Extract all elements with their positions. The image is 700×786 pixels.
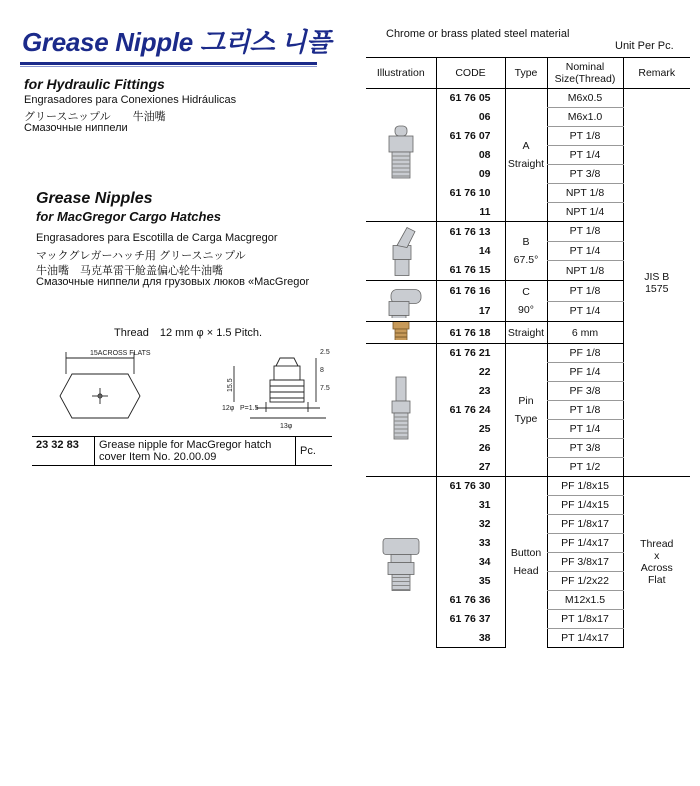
type-label: Head [513, 565, 539, 578]
size-cell: PF 3/8 [547, 382, 623, 401]
nipple-illustration [366, 222, 436, 277]
remark-thread-line: Flat [647, 574, 666, 587]
code-cell: 61 76 36 [449, 594, 491, 606]
size-cell: PF 1/4x15 [547, 496, 623, 515]
nipple-drawing [40, 338, 340, 430]
size-cell: PT 1/4 [547, 146, 623, 165]
code-cell: 61 76 18 [436, 322, 505, 344]
spec-header-row [366, 58, 690, 89]
dim-13: 13φ [280, 423, 293, 430]
order-unit: Pc. [296, 437, 333, 466]
side-cap [276, 358, 298, 366]
size-cell: M12x1.5 [547, 591, 623, 610]
type-label: Straight [507, 158, 545, 170]
code-cell: 33 [478, 537, 491, 549]
type-label: 90° [518, 304, 534, 316]
size-cell: PF 3/8x17 [547, 553, 623, 572]
table-row [366, 477, 690, 496]
type-cell [505, 344, 547, 477]
order-code: 23 32 83 [32, 437, 95, 466]
type-label: A [522, 140, 530, 152]
section1-line-ru: Смазочные ниппели [24, 122, 128, 134]
size-cell: PT 1/8 [547, 222, 623, 242]
code-cell: 23 [478, 385, 491, 397]
dim-155: 15.5 [227, 378, 234, 392]
table-row [366, 89, 690, 108]
remark-jis [623, 89, 690, 477]
type-cell [505, 477, 547, 648]
size-cell: PT 1/4 [547, 301, 623, 322]
illustration-cell [366, 477, 436, 648]
dim-pitch: P=1.5 [240, 405, 259, 412]
remark-jis-2: 1575 [645, 282, 669, 295]
col-remark: Remark [623, 58, 690, 89]
type-label: B [522, 236, 530, 248]
code-cell: 61 76 10 [449, 187, 491, 199]
size-cell: PT 3/8 [547, 439, 623, 458]
col-code: CODE [436, 58, 505, 89]
code-cell: 32 [478, 518, 491, 530]
type-label: 67.5° [513, 254, 539, 266]
size-cell: PT 1/4 [547, 241, 623, 261]
size-cell: PT 1/4 [547, 420, 623, 439]
code-cell: 25 [478, 423, 491, 435]
thread-note: Thread 12 mm φ × 1.5 Pitch. [114, 327, 263, 339]
section2-line-jp: マックグレガーハッチ用 グリースニップル [36, 250, 246, 262]
section2-line-ru: Смазочные ниппели для грузовых люков «MacGregor [36, 276, 310, 288]
code-cell: 06 [478, 111, 491, 123]
col-size [547, 58, 623, 89]
unit-note: Unit Per Pc. [615, 40, 674, 52]
type-cell [505, 222, 547, 281]
size-cell: NPT 1/4 [547, 203, 623, 222]
title-underline-thin [20, 66, 317, 67]
code-cell: 38 [436, 629, 505, 648]
code-cell: 31 [478, 499, 491, 511]
code-cell: 08 [478, 149, 491, 161]
size-cell: PF 1/4 [547, 363, 623, 382]
section2-line-cn: 牛油嘴 马克革雷干舱盖偏心轮牛油嘴 [36, 265, 223, 277]
type-cell [505, 281, 547, 322]
size-cell: PT 3/8 [547, 165, 623, 184]
side-body [270, 380, 304, 402]
col-size-line1: Nominal [565, 61, 605, 73]
code-cell: 61 76 24 [449, 404, 491, 416]
title-underline [20, 62, 317, 65]
side-head [274, 366, 300, 380]
nipple-illustration [366, 478, 436, 643]
size-cell: PT 1/4x17 [547, 629, 623, 648]
nipple-illustration [366, 322, 436, 340]
code-cell: 61 76 15 [449, 264, 491, 277]
code-cell: 22 [478, 366, 491, 378]
size-cell: PF 1/8x15 [547, 477, 623, 496]
code-cell: 61 76 07 [449, 130, 491, 142]
type-cell [505, 322, 547, 344]
code-cell: 17 [478, 305, 491, 317]
illustration-cell [366, 222, 436, 281]
size-cell: PT 1/8x17 [547, 610, 623, 629]
nipple-illustration [366, 345, 436, 473]
size-cell: PT 1/8 [547, 281, 623, 302]
code-cell: 61 76 30 [436, 477, 505, 496]
col-type: Type [505, 58, 547, 89]
size-cell: M6x0.5 [547, 89, 623, 108]
section1-line-jp: グリースニップル 牛油嘴 [24, 111, 166, 123]
type-cell [505, 89, 547, 222]
section2-line-es: Engrasadores para Escotilla de Carga Macgregor [36, 232, 278, 244]
size-cell: PF 1/2x22 [547, 572, 623, 591]
code-cell: 34 [478, 556, 491, 568]
size-cell: PT 1/8 [547, 127, 623, 146]
section1-heading: for Hydraulic Fittings [24, 76, 165, 92]
illustration-cell [366, 281, 436, 322]
code-cell: 61 76 37 [449, 613, 491, 625]
code-cell: 61 76 16 [436, 281, 505, 302]
order-description: Grease nipple for MacGregor hatch cover Item No. 20.00.09 [95, 437, 296, 466]
remark-thread-line: x [654, 550, 660, 563]
dim-across-flats: 15ACROSS FLATS [90, 350, 151, 357]
material-note: Chrome or brass plated steel material [386, 28, 570, 40]
size-cell: NPT 1/8 [547, 184, 623, 203]
code-cell: 14 [478, 244, 491, 257]
size-cell: PF 1/8 [547, 344, 623, 363]
illustration-cell [366, 89, 436, 222]
code-cell: 35 [478, 575, 491, 587]
size-cell: NPT 1/8 [547, 261, 623, 281]
section2-heading: Grease Nipples [36, 190, 153, 207]
size-cell: 6 mm [547, 322, 623, 344]
code-cell: 61 76 05 [436, 89, 505, 108]
type-label: C [522, 286, 530, 298]
code-cell: 61 76 13 [436, 222, 505, 242]
type-label: Pin [518, 395, 534, 407]
order-table [32, 436, 332, 466]
size-cell: PT 1/2 [547, 458, 623, 477]
nipple-illustration [366, 281, 436, 318]
page-title: Grease Nipple 그리스 니플 [22, 27, 331, 57]
size-cell: PF 1/4x17 [547, 534, 623, 553]
remark-jis-1: JIS B [644, 270, 670, 283]
code-cell: 26 [478, 442, 491, 454]
col-size-line2: Size(Thread) [554, 73, 616, 85]
order-row [32, 437, 332, 466]
illustration-cell [366, 344, 436, 477]
code-cell: 61 76 21 [436, 344, 505, 363]
size-cell: PF 1/8x17 [547, 515, 623, 534]
dim-25: 2.5 [320, 349, 330, 356]
remark-thread-line: Across [640, 562, 673, 575]
size-cell: M6x1.0 [547, 108, 623, 127]
nipple-illustration [366, 90, 436, 218]
dim-12: 12φ [222, 405, 235, 412]
remark-thread [623, 477, 690, 648]
dim-8: 8 [320, 367, 324, 374]
size-cell: PT 1/8 [547, 401, 623, 420]
col-illustration: Illustration [366, 58, 436, 89]
section1-line-es: Engrasadores para Conexiones Hidráulicas [24, 94, 237, 106]
type-label: Straight [507, 326, 545, 339]
remark-thread-line: Thread [640, 538, 674, 551]
code-cell: 27 [478, 460, 491, 473]
illustration-cell [366, 322, 436, 344]
type-label: Button [510, 547, 542, 560]
type-label: Type [514, 413, 538, 425]
dim-75: 7.5 [320, 385, 330, 392]
code-cell: 09 [478, 168, 491, 180]
spec-table [366, 57, 690, 648]
section2-subheading: for MacGregor Cargo Hatches [36, 209, 221, 224]
code-cell: 11 [479, 205, 491, 218]
